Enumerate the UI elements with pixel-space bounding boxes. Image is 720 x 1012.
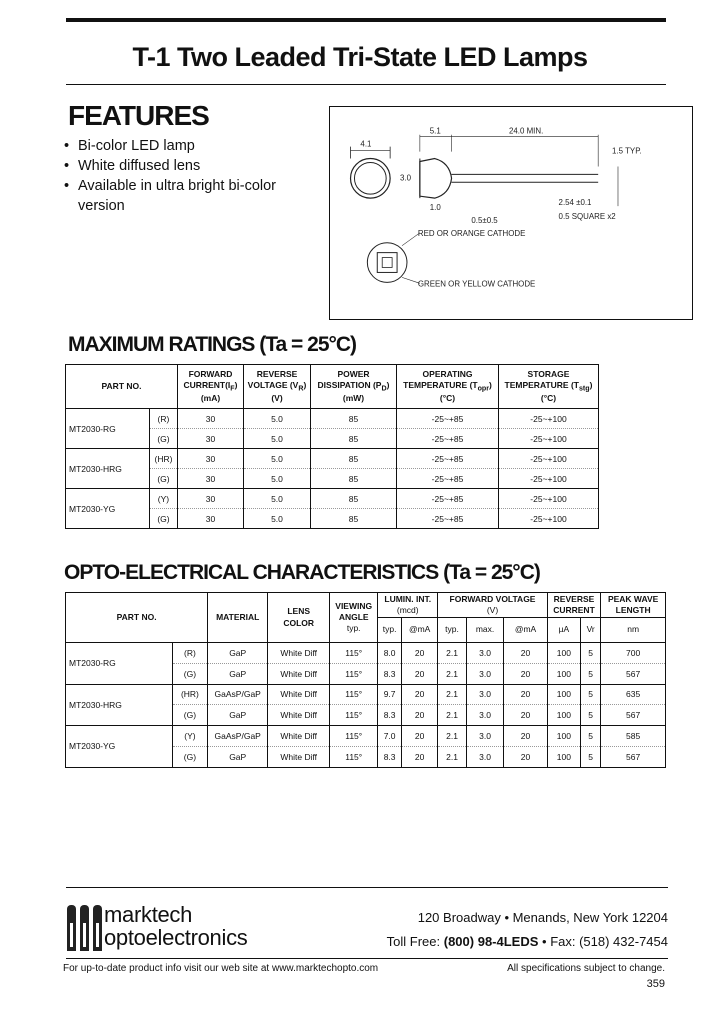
feature-item: • Available in ultra bright bi-color version: [62, 177, 312, 217]
col-forward-current: FORWARD $CURRENT(I_F)$ (mA): [178, 365, 244, 409]
website-note: For up-to-date product info visit our web site at www.marktechopto.com: [63, 963, 379, 974]
col-reverse-current: REVERSE CURRENT: [547, 593, 601, 618]
dimension-diagram: [329, 106, 693, 320]
led-bottom-view: [367, 243, 407, 283]
col-power-dissipation: POWER DISSIPATION $(P_D)$ (mW): [311, 365, 397, 409]
feature-item: • Bi-color LED lamp: [62, 137, 312, 157]
dim-label: 5.1: [429, 126, 441, 136]
led-front-outline: [351, 159, 391, 199]
table-row: MT2030-RG (R) GaP White Diff 115° 8.0 20 2.1 3.0 20 100 5 700: [66, 643, 666, 664]
logo-led-icon: [67, 905, 76, 951]
col-part: PART NO.: [66, 593, 208, 643]
table-row: MT2030-HRG (HR) 30 5.0 85 -25~+85 -25~+100: [66, 449, 599, 469]
top-rule: [66, 18, 666, 22]
col-reverse-voltage: REVERSE VOLTAGE $(V_R)$ (V): [244, 365, 311, 409]
col-lens-color: LENS COLOR: [268, 593, 330, 643]
disclaimer: All specifications subject to change.: [507, 963, 665, 974]
table-row: (G) GaP White Diff 115° 8.3 20 2.1 3.0 20 100 5 567: [66, 705, 666, 726]
col-peak-wave: PEAK WAVE LENGTH: [601, 593, 666, 618]
logo-led-icon: [80, 905, 89, 951]
max-ratings-table: [65, 364, 599, 529]
dim-label: 0.5±0.5: [471, 215, 498, 225]
dim-label: 1.0: [429, 203, 441, 213]
page-title: T-1 Two Leaded Tri-State LED Lamps: [132, 42, 588, 72]
table-row: MT2030-HRG (HR) GaAsP/GaP White Diff 115° 9.7 20 2.1 3.0 20 100 5 635: [66, 684, 666, 705]
footer-rule-top: [66, 887, 668, 888]
dim-label: 0.5 SQUARE x2: [558, 211, 616, 221]
features-heading: FEATURES: [68, 100, 209, 131]
col-material: MATERIAL: [208, 593, 268, 643]
max-ratings-heading: MAXIMUM RATINGS (Ta = 25°C): [68, 333, 357, 356]
led-front-inner: [354, 162, 386, 194]
features-list: [62, 137, 312, 216]
led-body-outline: [420, 159, 452, 199]
title-underline: [66, 84, 666, 85]
contact-line: Toll Free: (800) 98-4LEDS • Fax: (518) 432-7454: [386, 934, 668, 949]
led-drawing: [330, 107, 692, 319]
dim-label: 24.0 MIN.: [509, 126, 544, 136]
dim-label: 3.0: [400, 173, 412, 183]
table-row: MT2030-YG (Y) GaAsP/GaP White Diff 115° 7.0 20 2.1 3.0 20 100 5 585: [66, 726, 666, 747]
table-row: (G) 30 5.0 85 -25~+85 -25~+100: [66, 509, 599, 529]
opto-table: PART NO. MATERIAL LENS COLOR VIEWING ANGLE typ. LUMIN. INT. (mcd) FORWARD VOLTAGE (V) REVERSE CURRENT PEAK WAVE LENGTH typ. @mA typ. max. @mA µA Vr nm MT2030-RG (R) GaP White Diff 115° 8.0 20 2.1 3.0 20 100 5 700 (G) GaP White Diff 115° 8.3 20 2.1 3.0 20 100 5 567 MT2030-HRG (HR) GaAsP/GaP White Diff 115° 9.7 20 2.1 3.0 20 100 5 635 (G) GaP White Diff 115° 8.3 20 2.1 3.0 20 100 5 567 MT2030-YG (Y) GaAsP/GaP White Diff 115° 7.0 20 2.1 3.0 20 100 5 585 (G) GaP White Diff 115° 8.3 20 2.1 3.0 20 100 5 567: [65, 592, 666, 768]
dim-label: 1.5 TYP.: [612, 146, 642, 156]
dim-label: 2.54 ±0.1: [558, 198, 592, 208]
table-row: MT2030-RG (R) 30 5.0 85 -25~+85 -25~+100: [66, 409, 599, 429]
col-part: PART NO.: [66, 365, 178, 409]
company-address: 120 Broadway • Menands, New York 12204: [417, 910, 668, 925]
page-number: 359: [646, 978, 665, 990]
table-row: MT2030-YG (Y) 30 5.0 85 -25~+85 -25~+100: [66, 489, 599, 509]
green-cathode-label: GREEN OR YELLOW CATHODE: [417, 279, 536, 289]
footer-rule-bottom: [66, 958, 668, 959]
red-cathode-label: RED OR ORANGE CATHODE: [417, 228, 526, 238]
table-row: (G) GaP White Diff 115° 8.3 20 2.1 3.0 20 100 5 567: [66, 746, 666, 767]
table-row: (G) 30 5.0 85 -25~+85 -25~+100: [66, 429, 599, 449]
feature-item: • White diffused lens: [62, 157, 312, 177]
logo-led-icon: [93, 905, 102, 951]
table-row: (G) 30 5.0 85 -25~+85 -25~+100: [66, 469, 599, 489]
table-row: (G) GaP White Diff 115° 8.3 20 2.1 3.0 20 100 5 567: [66, 663, 666, 684]
col-forward-voltage: FORWARD VOLTAGE (V): [438, 593, 547, 618]
opto-heading: OPTO-ELECTRICAL CHARACTERISTICS (Ta = 25°C): [64, 561, 540, 584]
col-viewing-angle: VIEWING ANGLE typ.: [330, 593, 378, 643]
brand-name: marktech optoelectronics: [104, 902, 248, 951]
col-operating-temp: OPERATING TEMPERATURE $(T_{opr})$ (°C): [397, 365, 499, 409]
col-storage-temp: STORAGE TEMPERATURE $(T_{stg})$ (°C): [499, 365, 599, 409]
col-lumin: LUMIN. INT. (mcd): [378, 593, 438, 618]
dim-label: 4.1: [360, 139, 372, 149]
marktech-logo: [67, 905, 102, 951]
